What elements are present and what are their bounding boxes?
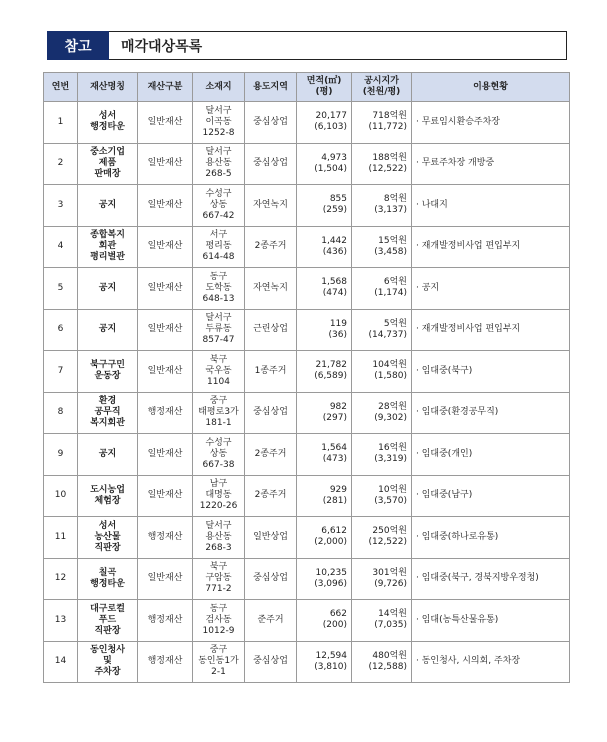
cell-use: · 무료주차장 개방중 (412, 143, 570, 185)
cell-area: 855 (259) (297, 185, 352, 227)
table-header-row (44, 73, 570, 102)
cell-use: · 무료임시환승주차장 (412, 102, 570, 144)
cell-loc: 달서구 용산동 268-3 (193, 517, 245, 559)
cell-price: 480억원 (12,588) (352, 641, 412, 683)
cell-no: 8 (44, 392, 78, 434)
cell-type: 일반재산 (138, 309, 193, 351)
cell-zone: 일반상업 (245, 517, 297, 559)
cell-no: 10 (44, 475, 78, 517)
column-header-location: 소재지 (193, 73, 245, 102)
cell-name: 공지 (78, 434, 138, 476)
column-header-usage: 이용현황 (412, 73, 570, 102)
cell-area: 21,782 (6,589) (297, 351, 352, 393)
cell-zone: 자연녹지 (245, 185, 297, 227)
cell-price: 6억원 (1,174) (352, 268, 412, 310)
cell-area: 4,973 (1,504) (297, 143, 352, 185)
cell-price: 718억원 (11,772) (352, 102, 412, 144)
cell-zone: 중심상업 (245, 143, 297, 185)
column-header-no: 연번 (44, 73, 78, 102)
cell-name: 동인청사 및 주차장 (78, 641, 138, 683)
property-table (43, 72, 570, 683)
cell-loc: 중구 동인동1가 2-1 (193, 641, 245, 683)
cell-type: 일반재산 (138, 351, 193, 393)
cell-name: 공지 (78, 185, 138, 227)
cell-no: 12 (44, 558, 78, 600)
cell-use: · 재개발정비사업 편입부지 (412, 309, 570, 351)
cell-type: 행정재산 (138, 641, 193, 683)
cell-name: 칠곡 행정타운 (78, 558, 138, 600)
cell-zone: 중심상업 (245, 558, 297, 600)
cell-use: · 임대중(북구, 경북지방우정청) (412, 558, 570, 600)
cell-loc: 북구 구암동 771-2 (193, 558, 245, 600)
column-header-zone: 용도지역 (245, 73, 297, 102)
cell-type: 일반재산 (138, 102, 193, 144)
cell-no: 4 (44, 226, 78, 268)
cell-no: 1 (44, 102, 78, 144)
cell-price: 301억원 (9,726) (352, 558, 412, 600)
cell-type: 일반재산 (138, 226, 193, 268)
cell-no: 6 (44, 309, 78, 351)
cell-no: 13 (44, 600, 78, 642)
table-row (44, 309, 570, 351)
cell-area: 119 (36) (297, 309, 352, 351)
cell-loc: 달서구 두류동 857-47 (193, 309, 245, 351)
cell-use: · 임대중(개인) (412, 434, 570, 476)
cell-zone: 중심상업 (245, 641, 297, 683)
cell-zone: 자연녹지 (245, 268, 297, 310)
table-row (44, 143, 570, 185)
table-row (44, 102, 570, 144)
cell-loc: 서구 평리동 614-48 (193, 226, 245, 268)
cell-type: 일반재산 (138, 434, 193, 476)
table-row (44, 517, 570, 559)
table-row (44, 185, 570, 227)
cell-use: · 임대(농특산물유통) (412, 600, 570, 642)
cell-name: 공지 (78, 268, 138, 310)
column-header-area: 면적(㎡) (평) (297, 73, 352, 102)
cell-area: 10,235 (3,096) (297, 558, 352, 600)
table-row (44, 434, 570, 476)
cell-zone: 중심상업 (245, 392, 297, 434)
cell-price: 14억원 (7,035) (352, 600, 412, 642)
cell-area: 6,612 (2,000) (297, 517, 352, 559)
cell-loc: 동구 도학동 648-13 (193, 268, 245, 310)
cell-use: · 임대중(남구) (412, 475, 570, 517)
cell-zone: 1종주거 (245, 351, 297, 393)
cell-no: 5 (44, 268, 78, 310)
cell-name: 중소기업 제품 판매장 (78, 143, 138, 185)
cell-loc: 수성구 상동 667-38 (193, 434, 245, 476)
cell-price: 5억원 (14,737) (352, 309, 412, 351)
table-row (44, 641, 570, 683)
cell-use: · 나대지 (412, 185, 570, 227)
column-header-type: 재산구분 (138, 73, 193, 102)
cell-no: 7 (44, 351, 78, 393)
cell-area: 20,177 (6,103) (297, 102, 352, 144)
table-row (44, 558, 570, 600)
cell-price: 28억원 (9,302) (352, 392, 412, 434)
cell-loc: 수성구 상동 667-42 (193, 185, 245, 227)
cell-use: · 동인청사, 시의회, 주차장 (412, 641, 570, 683)
cell-zone: 준주거 (245, 600, 297, 642)
table-body (44, 102, 570, 683)
cell-name: 성서 행정타운 (78, 102, 138, 144)
table-row (44, 475, 570, 517)
cell-type: 일반재산 (138, 143, 193, 185)
cell-price: 104억원 (1,580) (352, 351, 412, 393)
cell-area: 929 (281) (297, 475, 352, 517)
cell-area: 12,594 (3,810) (297, 641, 352, 683)
cell-zone: 2종주거 (245, 226, 297, 268)
cell-price: 250억원 (12,522) (352, 517, 412, 559)
cell-type: 일반재산 (138, 185, 193, 227)
cell-name: 대구로컬 푸드 직판장 (78, 600, 138, 642)
cell-no: 11 (44, 517, 78, 559)
reference-tag: 참고 (47, 31, 109, 60)
cell-area: 1,442 (436) (297, 226, 352, 268)
cell-use: · 공지 (412, 268, 570, 310)
cell-name: 환경 공무직 복지회관 (78, 392, 138, 434)
cell-type: 일반재산 (138, 558, 193, 600)
cell-loc: 달서구 용산동 268-5 (193, 143, 245, 185)
cell-type: 일반재산 (138, 475, 193, 517)
cell-loc: 달서구 이곡동 1252-8 (193, 102, 245, 144)
table-row (44, 392, 570, 434)
cell-area: 1,568 (474) (297, 268, 352, 310)
cell-area: 662 (200) (297, 600, 352, 642)
cell-no: 3 (44, 185, 78, 227)
column-header-price: 공시지가 (천원/평) (352, 73, 412, 102)
cell-area: 1,564 (473) (297, 434, 352, 476)
cell-type: 행정재산 (138, 600, 193, 642)
cell-zone: 2종주거 (245, 434, 297, 476)
cell-use: · 재개발정비사업 편입부지 (412, 226, 570, 268)
table-row (44, 600, 570, 642)
cell-no: 14 (44, 641, 78, 683)
cell-no: 9 (44, 434, 78, 476)
cell-price: 16억원 (3,319) (352, 434, 412, 476)
cell-type: 행정재산 (138, 517, 193, 559)
table-row (44, 226, 570, 268)
cell-price: 15억원 (3,458) (352, 226, 412, 268)
cell-zone: 중심상업 (245, 102, 297, 144)
cell-use: · 임대중(북구) (412, 351, 570, 393)
cell-price: 10억원 (3,570) (352, 475, 412, 517)
cell-zone: 근린상업 (245, 309, 297, 351)
table-row (44, 351, 570, 393)
cell-type: 일반재산 (138, 268, 193, 310)
cell-loc: 중구 태평로3가 181-1 (193, 392, 245, 434)
cell-name: 북구구민 운동장 (78, 351, 138, 393)
cell-price: 8억원 (3,137) (352, 185, 412, 227)
cell-name: 성서 농산물 직판장 (78, 517, 138, 559)
cell-no: 2 (44, 143, 78, 185)
cell-loc: 북구 국우동 1104 (193, 351, 245, 393)
cell-loc: 동구 검사동 1012-9 (193, 600, 245, 642)
cell-type: 행정재산 (138, 392, 193, 434)
cell-loc: 남구 대명동 1220-26 (193, 475, 245, 517)
title-bar (47, 31, 567, 60)
cell-zone: 2종주거 (245, 475, 297, 517)
cell-area: 982 (297) (297, 392, 352, 434)
table-row (44, 268, 570, 310)
cell-name: 도시농업 체험장 (78, 475, 138, 517)
cell-use: · 임대중(환경공무직) (412, 392, 570, 434)
cell-use: · 임대중(하나로유통) (412, 517, 570, 559)
cell-name: 공지 (78, 309, 138, 351)
cell-price: 188억원 (12,522) (352, 143, 412, 185)
column-header-name: 재산명칭 (78, 73, 138, 102)
cell-name: 종합복지 회관 평리별관 (78, 226, 138, 268)
page-title: 매각대상목록 (109, 31, 567, 60)
